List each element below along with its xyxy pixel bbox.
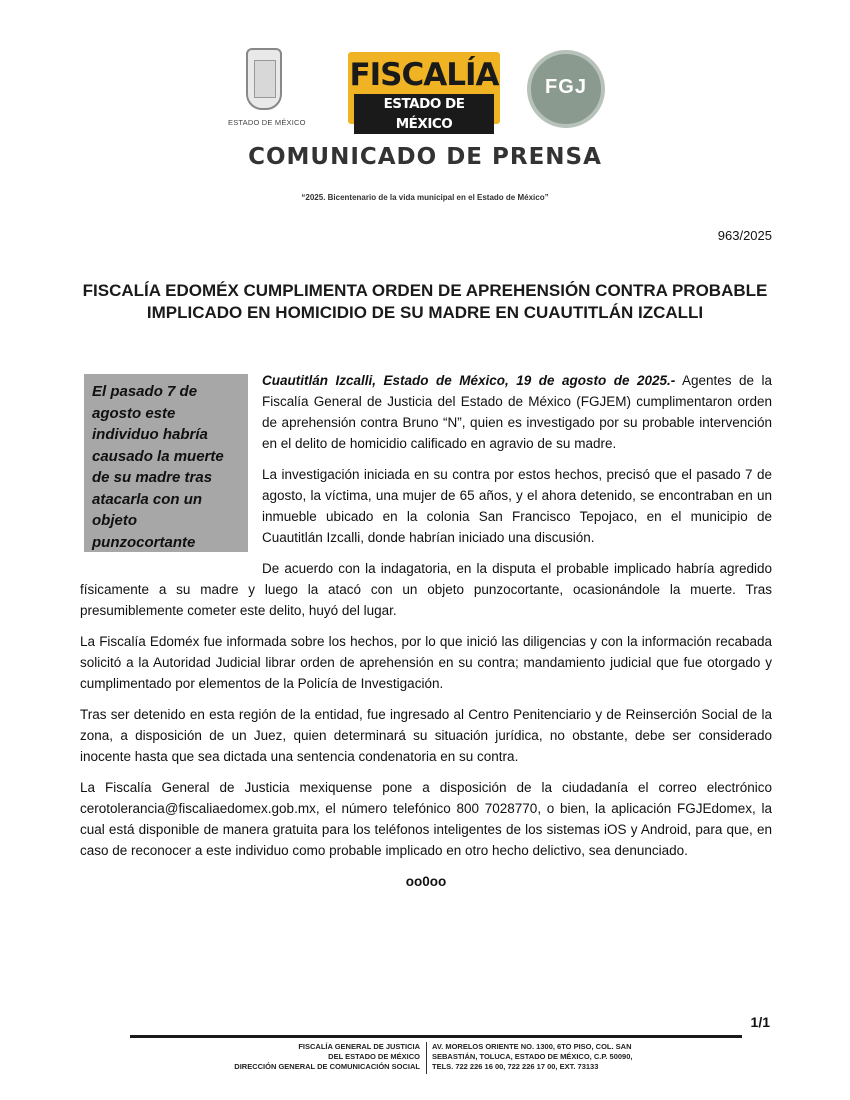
footer bbox=[0, 1042, 850, 1078]
fgj-logo bbox=[527, 50, 605, 128]
pullquote: El pasado 7 de agosto este individuo habría causado la muerte de su madre tras atacarla con un objeto punzocortante bbox=[84, 374, 248, 552]
paragraph-4: La Fiscalía Edoméx fue informada sobre los hechos, por lo que inició las diligencias y con la información recabada solicitó a la Autoridad Judicial librar orden de aprehensión en su contra; mandamiento judicial que fue otorgado y cumplimentado por elementos de la Policía de Investigación. bbox=[80, 634, 772, 691]
fiscalia-logo bbox=[348, 52, 500, 132]
paragraph-3: De acuerdo con la indagatoria, en la disputa el probable implicado habría agredido físicamente a su madre y luego la atacó con un objeto punzocortante, ocasionándole la muerte. Tras presumiblemente cometer este delito, huyó del lugar. bbox=[80, 561, 772, 618]
seal-label: ESTADO DE MÉXICO bbox=[228, 118, 306, 127]
fiscalia-logo-line2: ESTADO DE MÉXICO bbox=[354, 94, 494, 134]
motto: “2025. Bicentenario de la vida municipal en el Estado de México” bbox=[301, 193, 549, 202]
page-number: 1/1 bbox=[750, 1014, 770, 1030]
headline: FISCALÍA EDOMÉX CUMPLIMENTA ORDEN DE APREHENSIÓN CONTRA PROBABLE IMPLICADO EN HOMICIDIO DE SU MADRE EN CUAUTITLÁN IZCALLI bbox=[82, 281, 768, 322]
fgj-logo-text: FGJ bbox=[545, 76, 587, 98]
coat-of-arms-icon bbox=[246, 48, 282, 110]
paragraph-5: Tras ser detenido en esta región de la entidad, fue ingresado al Centro Penitenciario y de Reinserción Social de la zona, a disposición de un Juez, quien determinará su situación jurídica, no obstante, debe ser considerado inocente hasta que sea dictada una sentencia condenatoria en su contra. bbox=[80, 707, 772, 764]
footer-institution: FISCALÍA GENERAL DE JUSTICIA DEL ESTADO DE MÉXICO DIRECCIÓN GENERAL DE COMUNICACIÓN SOCIAL bbox=[234, 1042, 420, 1071]
paragraph-1: Cuautitlán Izcalli, Estado de México, 19 de agosto de 2025.- Agentes de la Fiscalía General de Justicia del Estado de México (FGJEM) cumplimentaron orden de aprehensión contra Bruno “N”, quien es investigado por su probable intervención en el delito de homicidio calificado en agravio de su madre. bbox=[262, 373, 772, 451]
folio-number: 963/2025 bbox=[717, 228, 772, 243]
estado-de-mexico-seal bbox=[228, 48, 306, 128]
page-title: COMUNICADO DE PRENSA bbox=[248, 144, 602, 170]
footer-divider bbox=[426, 1042, 427, 1074]
fiscalia-logo-line1: FISCALÍA bbox=[349, 57, 499, 93]
end-mark: oo0oo bbox=[405, 874, 447, 889]
header-logos bbox=[0, 48, 850, 132]
paragraph-6: La Fiscalía General de Justicia mexiquense pone a disposición de la ciudadanía el correo electrónico cerotolerancia@fiscaliaedomex.gob.mx, el número telefónico 800 7028770, o bien, la aplicación FGJEdomex, la cual está disponible de manera gratuita para los teléfonos inteligentes de los sistemas iOS y Android, para que, en caso de reconocer a este individuo como probable implicado en otro hecho delictivo, sea denunciado. bbox=[80, 780, 772, 858]
footer-rule bbox=[130, 1035, 742, 1038]
footer-address: AV. MORELOS ORIENTE NO. 1300, 6TO PISO, COL. SAN SEBASTIÁN, TOLUCA, ESTADO DE MÉXICO, C.P. 50090, TELS. 722 226 16 00, 722 226 17 00, EXT. 73133 bbox=[432, 1042, 633, 1071]
paragraph-2: La investigación iniciada en su contra por estos hechos, precisó que el pasado 7 de agosto, la víctima, una mujer de 65 años, y el ahora detenido, se encontraban en un inmueble ubicado en la colonia San Francisco Tepojaco, en el municipio de Cuautitlán Izcalli, donde habrían iniciado una discusión. bbox=[262, 467, 772, 545]
article-body bbox=[80, 370, 772, 892]
dateline: Cuautitlán Izcalli, Estado de México, 19 de agosto de 2025.- bbox=[262, 373, 676, 388]
